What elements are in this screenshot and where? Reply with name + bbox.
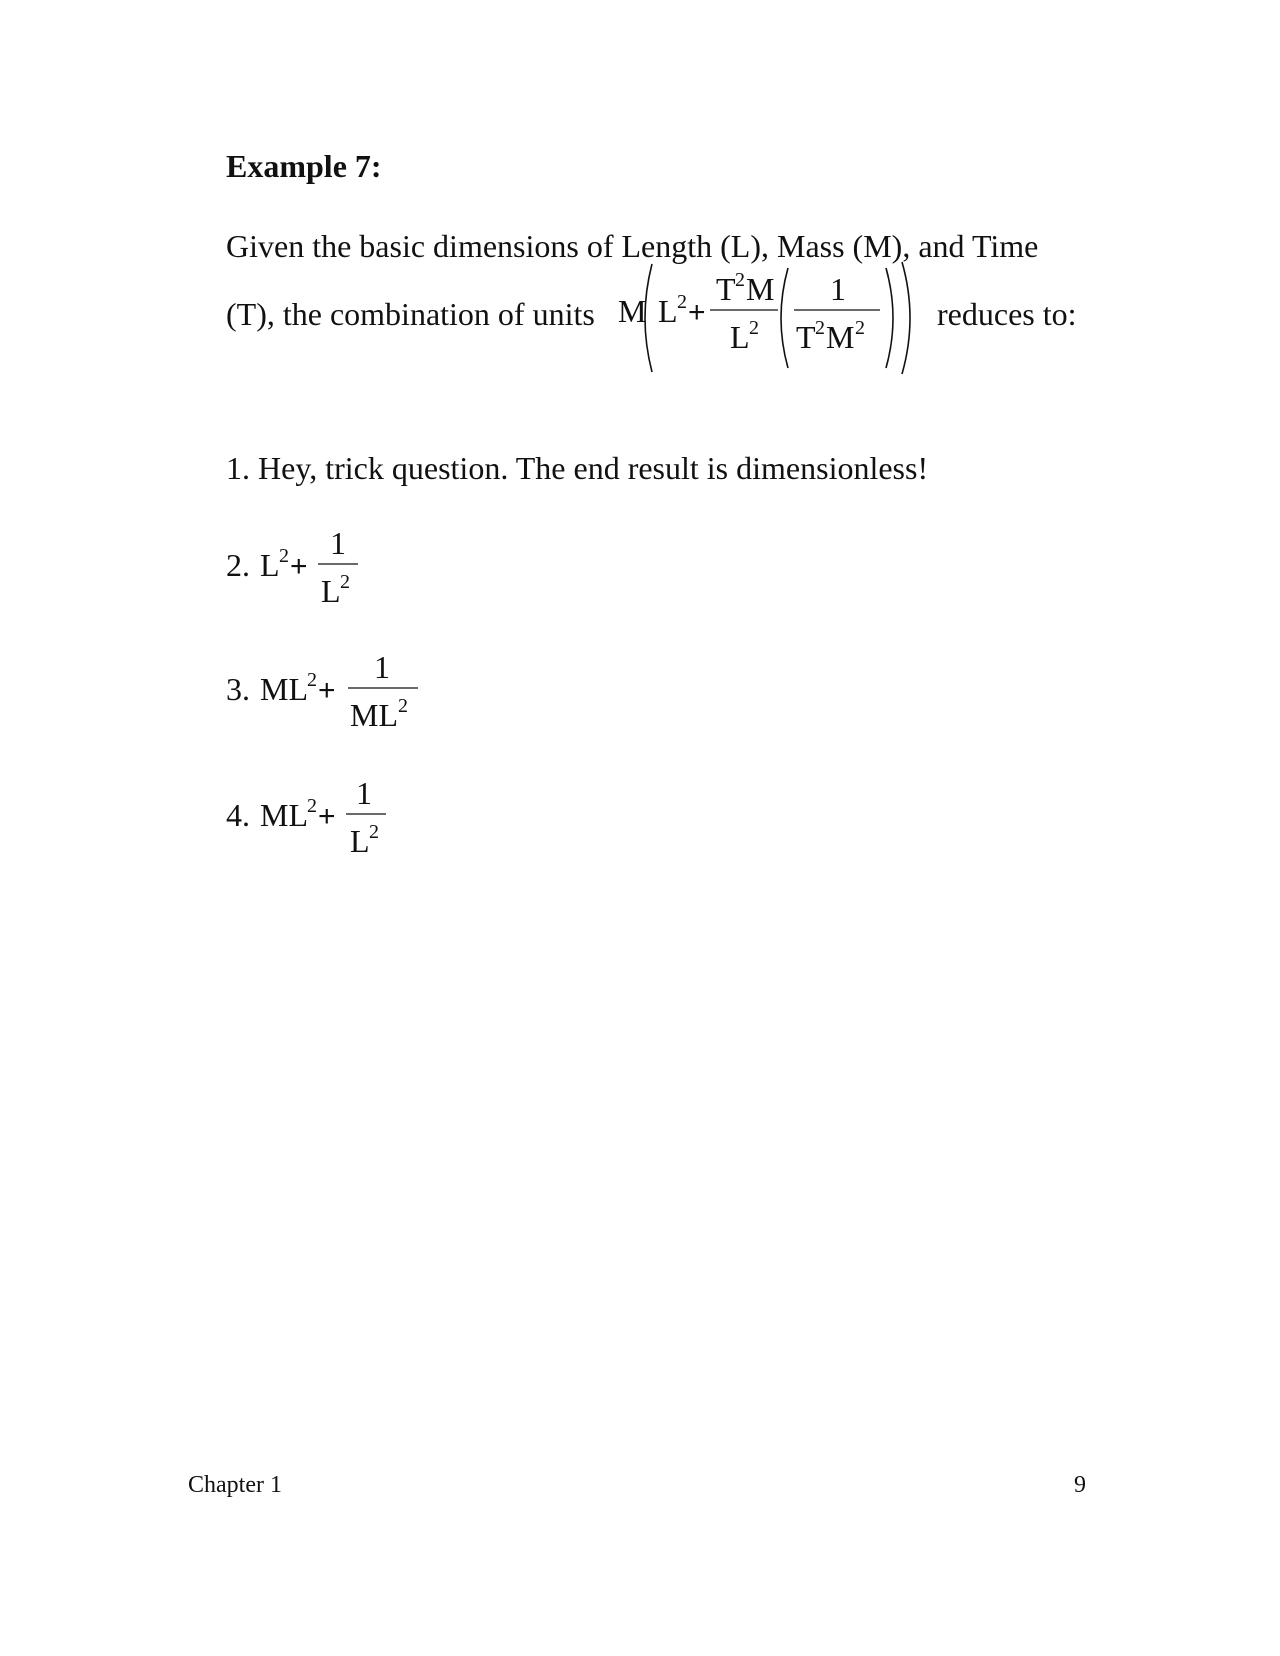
formula-inner-one: 1 [830,271,846,307]
option-num: 1 [330,528,346,561]
option-den-sup: 2 [369,821,379,843]
question-line-2-lead: (T), the combination of units [226,296,595,332]
formula-num-m: M [746,271,775,307]
formula-num-t: T [716,271,736,307]
option-main-sup: 2 [307,795,317,817]
example-title: Example 7: [226,148,382,184]
option-number: 2. [226,547,250,583]
inner-right-paren [886,268,893,368]
option-den-sup: 2 [340,571,350,593]
option-main: L [260,547,280,583]
option-text: Hey, trick question. The end result is dimensionless! [258,450,929,486]
answer-option-4 [226,778,416,870]
footer-page-number: 9 [1074,1472,1086,1498]
option-num: 1 [374,652,390,685]
formula-inner-t: T [796,319,816,355]
formula-m: M [618,293,647,329]
footer-chapter: Chapter 1 [188,1472,282,1498]
formula-l: L [658,293,678,329]
formula-plus: + [688,296,706,329]
formula-inner-m-sup: 2 [855,317,865,339]
formula-num-t-sup: 2 [735,269,745,291]
formula-inner-m: M [826,319,855,355]
formula-den-l-sup: 2 [749,317,759,339]
option-den-sup: 2 [398,695,408,717]
option-plus: + [318,674,336,707]
option-main-sup: 2 [307,669,317,691]
answer-option-3 [226,652,446,744]
answer-option-1 [226,450,928,487]
answer-option-2 [226,528,386,620]
option-den: L [350,823,370,859]
question-line-2-tail: reduces to: [937,296,1077,332]
question-line-1: Given the basic dimensions of Length (L), Mass (M), and Time [226,228,1039,264]
formula-den-l: L [730,319,750,355]
formula-l-sup: 2 [677,291,687,313]
option-main-sup: 2 [279,545,289,567]
option-main: ML [260,671,308,707]
option-den: L [321,573,341,609]
option-plus: + [318,800,336,833]
option-den: ML [350,697,398,733]
option-number: 4. [226,797,250,833]
inner-left-paren [781,268,788,368]
option-main: ML [260,797,308,833]
option-number: 1. [226,450,250,486]
option-num: 1 [356,778,372,811]
option-number: 3. [226,671,250,707]
outer-right-paren [902,262,910,374]
formula-inner-t-sup: 2 [815,317,825,339]
option-plus: + [290,550,308,583]
units-formula [618,258,936,378]
